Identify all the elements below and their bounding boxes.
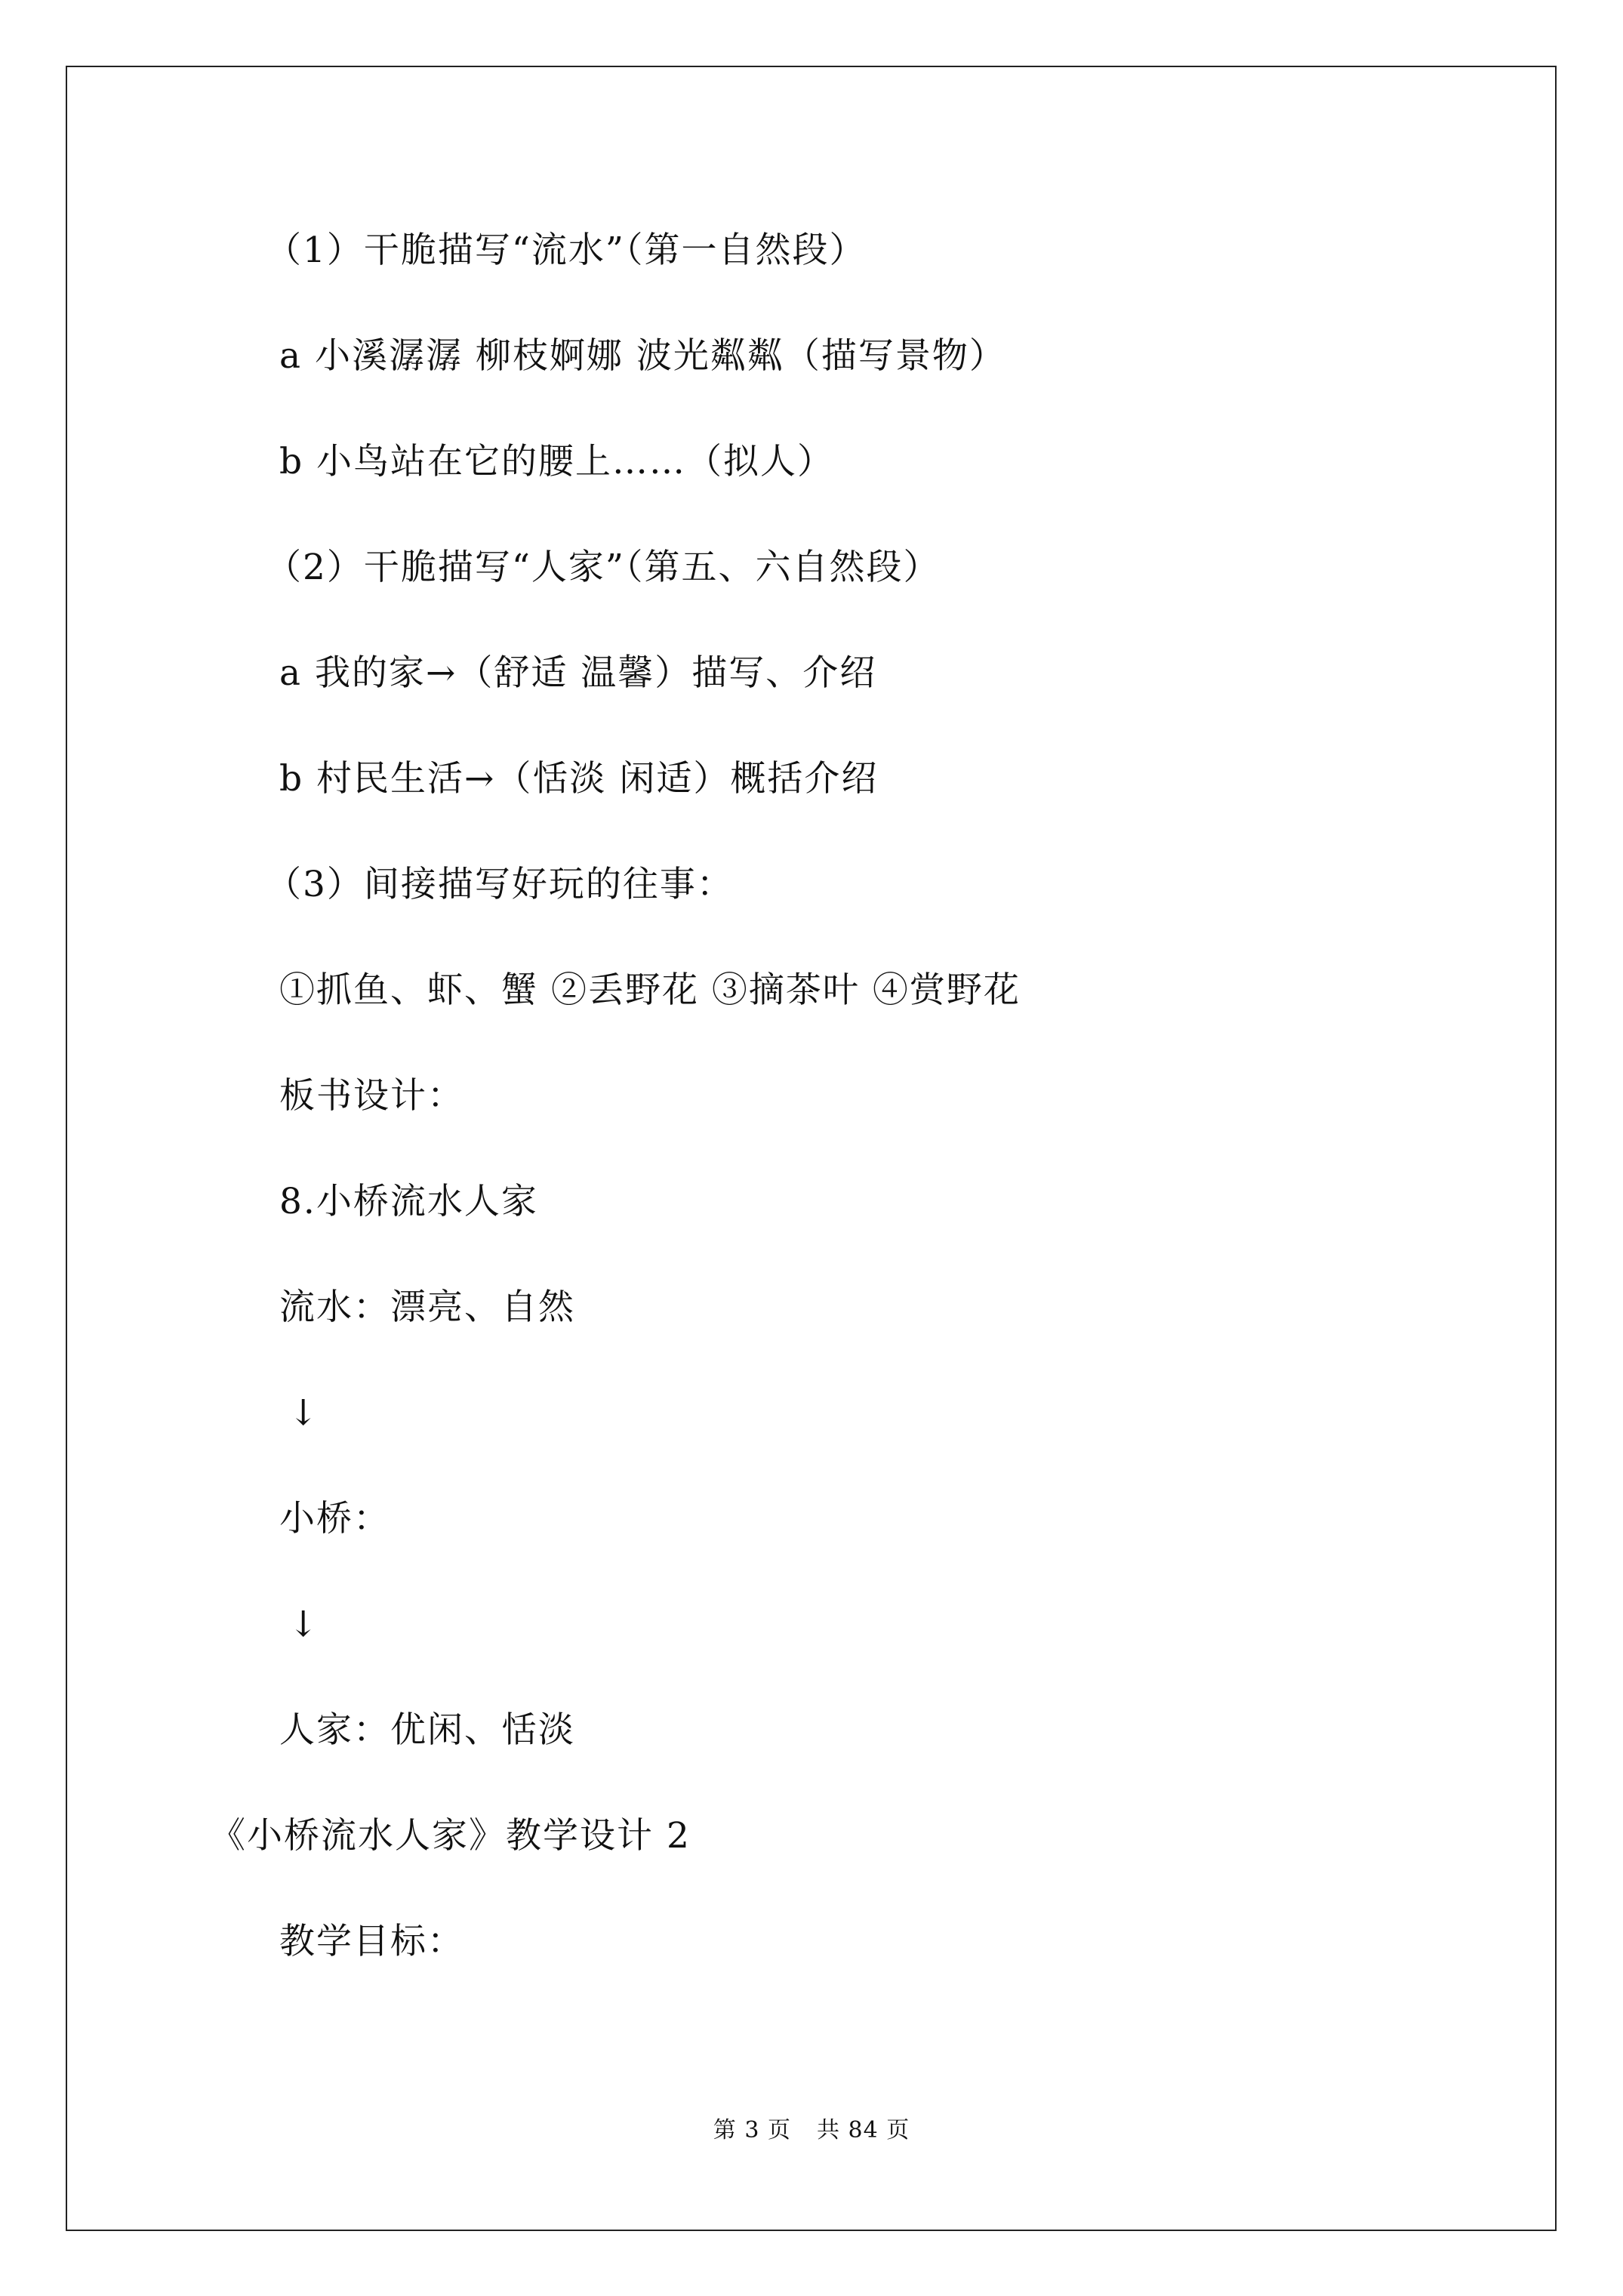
page-number: 第 3 页 xyxy=(713,2117,791,2143)
text-line-6: b 村民生活→（恬淡 闲适）概括介绍 xyxy=(279,758,879,800)
text-line-3: b 小鸟站在它的腰上……（拟人） xyxy=(279,441,835,482)
page-footer xyxy=(0,2116,1623,2146)
text-line-1: （1）干脆描写“流水”（第一自然段） xyxy=(266,230,867,271)
section-heading: 《小桥流水人家》教学设计 2 xyxy=(210,1815,691,1857)
arrow-down-1: ↓ xyxy=(288,1392,320,1434)
text-line-17: 教学目标： xyxy=(279,1921,464,1962)
page-border xyxy=(66,66,1557,2231)
text-line-2: a 小溪潺潺 柳枝婀娜 波光粼粼（描写景物） xyxy=(279,335,1006,377)
text-line-9: 板书设计： xyxy=(279,1075,464,1117)
text-line-8: ①抓鱼、虾、蟹 ②丢野花 ③摘茶叶 ④赏野花 xyxy=(279,969,1021,1011)
text-line-5: a 我的家→（舒适 温馨）描写、介绍 xyxy=(279,652,877,694)
text-line-13: 小桥： xyxy=(279,1498,390,1539)
text-line-11: 流水：漂亮、自然 xyxy=(279,1287,575,1328)
arrow-down-2: ↓ xyxy=(288,1604,320,1645)
text-line-7: （3）间接描写好玩的往事： xyxy=(266,864,734,905)
page-total: 共 84 页 xyxy=(816,2117,910,2143)
text-line-10: 8.小桥流水人家 xyxy=(279,1181,538,1222)
text-line-4: （2）干脆描写“人家”（第五、六自然段） xyxy=(266,547,941,588)
text-line-15: 人家：优闲、恬淡 xyxy=(279,1709,575,1751)
